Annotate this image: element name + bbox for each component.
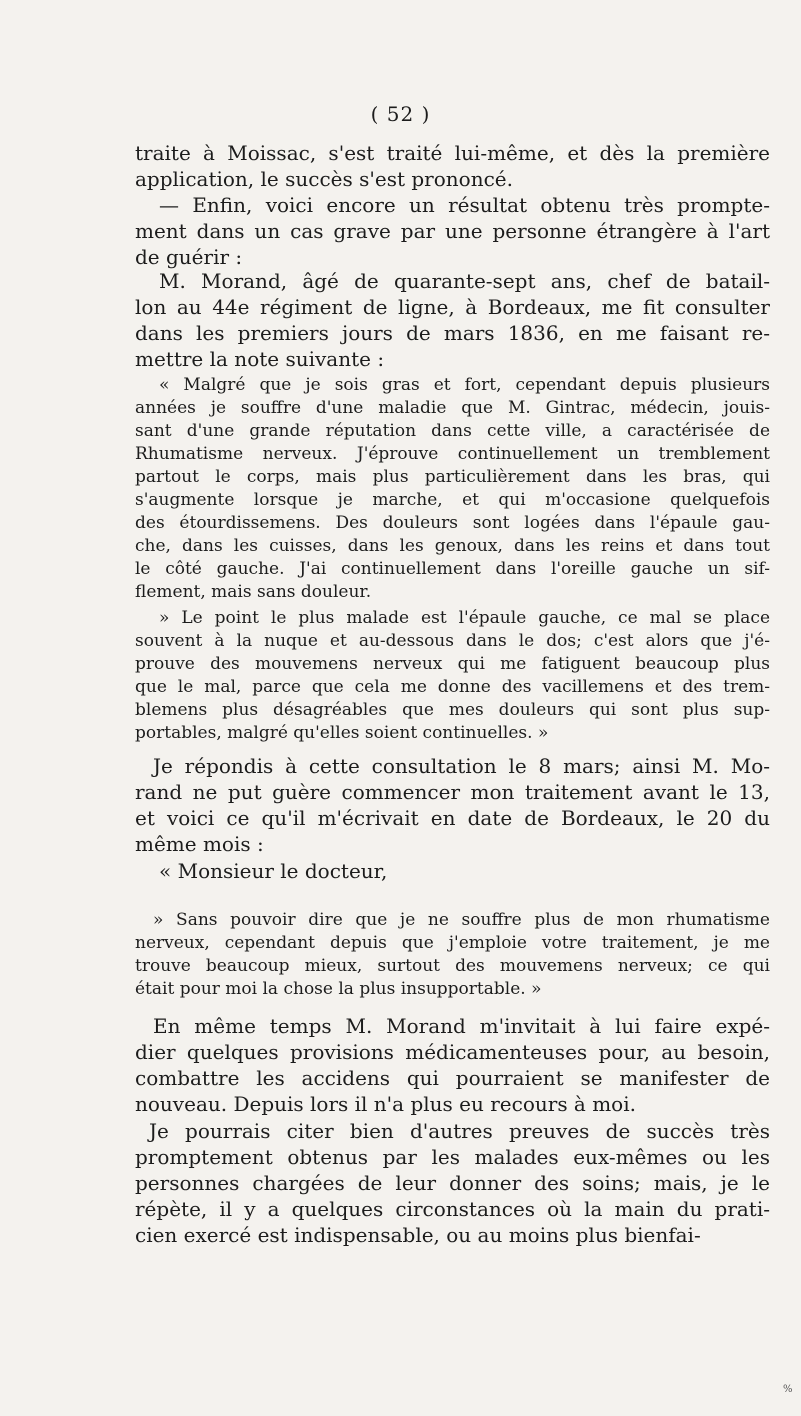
text-line: le côté gauche. J'ai continuellement dans l'oreille gauche un sif-	[135, 559, 770, 579]
text-line: blemens plus désagréables que mes douleurs qui sont plus sup-	[135, 700, 770, 720]
text-line: che, dans les cuisses, dans les genoux, dans les reins et dans tout	[135, 536, 770, 556]
text-line: personnes chargées de leur donner des soins; mais, je le	[135, 1171, 770, 1195]
text-line: trouve beaucoup mieux, surtout des mouvemens nerveux; ce qui	[135, 956, 770, 976]
text-line: Rhumatisme nerveux. J'éprouve continuellement un tremblement	[135, 444, 770, 464]
text-line: rand ne put guère commencer mon traitement avant le 13,	[135, 780, 770, 804]
quote-shoulder	[135, 607, 770, 745]
text-line: et voici ce qu'il m'écrivait en date de Bordeaux, le 20 du	[135, 806, 770, 830]
text-line: prouve des mouvemens nerveux qui me fatiguent beaucoup plus	[135, 654, 770, 674]
text-line: des étourdissemens. Des douleurs sont logées dans l'épaule gau-	[135, 513, 770, 533]
paragraph-conclusion	[135, 1118, 770, 1248]
text-line: dier quelques provisions médicamenteuses pour, au besoin,	[135, 1040, 770, 1064]
paragraph-3	[135, 268, 770, 372]
text-line: nerveux, cependant depuis que j'emploie votre traitement, je me	[135, 933, 770, 953]
paragraph-2	[135, 192, 770, 270]
text-line: promptement obtenus par les malades eux-mêmes ou les	[135, 1145, 770, 1169]
text-line: « Monsieur le docteur,	[159, 859, 388, 883]
text-line: nouveau. Depuis lors il n'a plus eu recours à moi.	[135, 1092, 636, 1116]
text-line: cien exercé est indispensable, ou au moins plus bienfai-	[135, 1223, 701, 1247]
text-line: application, le succès s'est prononcé.	[135, 167, 513, 191]
text-line: répète, il y a quelques circonstances où la main du prati-	[135, 1197, 770, 1221]
paragraph-1	[135, 140, 770, 192]
text-line: mettre la note suivante :	[135, 347, 385, 371]
paragraph-provisions	[135, 1013, 770, 1117]
text-line: flement, mais sans douleur.	[135, 582, 372, 602]
page-number: ( 52 )	[370, 102, 431, 126]
text-line: était pour moi la chose la plus insupportable. »	[135, 979, 542, 999]
corner-mark: %	[783, 1384, 793, 1395]
text-line: sant d'une grande réputation dans cette ville, a caractérisée de	[135, 421, 770, 441]
text-line: En même temps M. Morand m'invitait à lui faire expé-	[153, 1014, 770, 1038]
text-line: que le mal, parce que cela me donne des vacillemens et des trem-	[135, 677, 770, 697]
text-line: Je pourrais citer bien d'autres preuves de succès très	[149, 1119, 770, 1143]
text-line: ment dans un cas grave par une personne étrangère à l'art	[135, 219, 770, 243]
text-line: « Malgré que je sois gras et fort, cependant depuis plusieurs	[159, 375, 770, 395]
paragraph-reply	[135, 753, 770, 857]
text-line: de guérir :	[135, 245, 243, 269]
text-line: lon au 44e régiment de ligne, à Bordeaux, me fit consulter	[135, 295, 770, 319]
text-line: traite à Moissac, s'est traité lui-même, et dès la première	[135, 141, 770, 165]
text-line: souvent à la nuque et au-dessous dans le dos; c'est alors que j'é-	[135, 631, 770, 651]
text-line: » Le point le plus malade est l'épaule gauche, ce mal se place	[159, 608, 770, 628]
text-line: M. Morand, âgé de quarante-sept ans, chef de batail-	[159, 269, 770, 293]
text-line: portables, malgré qu'elles soient continuelles. »	[135, 723, 549, 743]
text-line: Je répondis à cette consultation le 8 mars; ainsi M. Mo-	[153, 754, 770, 778]
quote-letter	[135, 909, 770, 1001]
quote-symptoms	[135, 374, 770, 604]
text-line: même mois :	[135, 832, 264, 856]
text-line: s'augmente lorsque je marche, et qui m'occasione quelquefois	[135, 490, 770, 510]
text-line: combattre les accidens qui pourraient se manifester de	[135, 1066, 770, 1090]
letter-salutation	[135, 858, 770, 884]
text-line: années je souffre d'une maladie que M. Gintrac, médecin, jouis-	[135, 398, 770, 418]
text-line: — Enfin, voici encore un résultat obtenu très prompte-	[159, 193, 770, 217]
text-line: partout le corps, mais plus particulièrement dans les bras, qui	[135, 467, 770, 487]
text-line: dans les premiers jours de mars 1836, en me faisant re-	[135, 321, 770, 345]
text-line: » Sans pouvoir dire que je ne souffre plus de mon rhumatisme	[153, 910, 770, 930]
